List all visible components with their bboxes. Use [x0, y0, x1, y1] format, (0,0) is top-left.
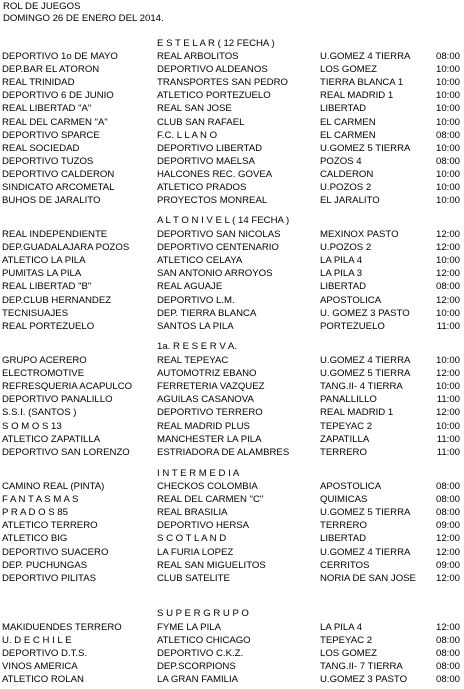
- venue: TERRERO: [320, 446, 367, 458]
- away-team: FYME LA PILA: [157, 622, 221, 633]
- venue: EL CARMEN: [320, 129, 376, 141]
- venue: LA PILA 4: [320, 255, 363, 267]
- home-team: DEP.CLUB HERNANDEZ: [2, 294, 112, 306]
- venue: REAL MADRID 1: [320, 407, 394, 419]
- venue: LIBERTAD: [320, 281, 367, 293]
- kickoff-time: 08:00: [435, 281, 460, 293]
- section-title: I N T E R M E D I A: [157, 468, 240, 479]
- away-team: ATLETICO CELAYA: [157, 255, 243, 267]
- home-team: ATLETICO ROLAN: [2, 674, 84, 686]
- schedule-row: [0, 547, 464, 559]
- away-team: REAL TEPEYAC: [157, 355, 229, 366]
- schedule-row: [0, 321, 464, 333]
- home-team: S.S.I. (SANTOS ): [2, 407, 77, 419]
- schedule-row: [0, 51, 464, 63]
- home-team: ATLETICO TERRERO: [2, 520, 98, 532]
- kickoff-time: 08:00: [435, 129, 460, 141]
- kickoff-time: 08:00: [435, 51, 460, 62]
- home-team: DEPORTIVO TUZOS: [2, 155, 94, 167]
- venue: U.GOMEZ 3 PASTO: [320, 674, 408, 686]
- kickoff-time: 12:00: [435, 533, 460, 545]
- away-team: DEPORTIVO LIBERTAD: [157, 142, 263, 154]
- venue: TANG.II- 7 TIERRA: [320, 661, 403, 673]
- kickoff-time: 10:00: [435, 381, 460, 393]
- away-team: FERRETERIA VAZQUEZ: [157, 381, 265, 393]
- document-header: [3, 1, 164, 25]
- venue: MEXINOX PASTO: [320, 229, 399, 240]
- schedule-row: [0, 661, 464, 673]
- away-team: SAN ANTONIO ARROYOS: [157, 268, 273, 280]
- schedule-row: [0, 355, 464, 367]
- away-team: F.C. L L A N O: [157, 129, 218, 141]
- venue: TANG.II- 4 TIERRA: [320, 381, 403, 393]
- away-team: DEPORTIVO TERRERO: [157, 407, 263, 419]
- away-team: DEPORTIVO CENTENARIO: [157, 242, 279, 254]
- kickoff-time: 10:00: [435, 103, 460, 115]
- schedule-row: [0, 117, 464, 129]
- home-team: REAL LIBERTAD "A": [2, 103, 92, 115]
- away-team: REAL ARBOLITOS: [157, 51, 239, 62]
- schedule-row: [0, 533, 464, 545]
- kickoff-time: 10:00: [435, 195, 460, 207]
- away-team: DEP. TIERRA BLANCA: [157, 307, 257, 319]
- home-team: CAMINO REAL (PINTA): [2, 481, 105, 492]
- away-team: ATLETICO CHICAGO: [157, 635, 251, 647]
- section-title: A L T O N I V E L ( 14 FECHA ): [157, 215, 290, 226]
- kickoff-time: 08:00: [435, 635, 460, 647]
- venue: U.GOMEZ 4 TIERRA: [320, 546, 411, 558]
- away-team: REAL SAN MIGUELITOS: [157, 559, 266, 571]
- kickoff-time: 11:00: [436, 320, 460, 332]
- venue: LOS GOMEZ: [320, 64, 378, 76]
- schedule-row: [0, 507, 464, 519]
- kickoff-time: 09:00: [435, 520, 460, 532]
- schedule-row: [0, 156, 464, 168]
- venue: LIBERTAD: [320, 103, 367, 115]
- schedule-row: [0, 394, 464, 406]
- schedule-row: [0, 182, 464, 194]
- schedule-row: [0, 229, 464, 241]
- kickoff-time: 10:00: [435, 182, 460, 193]
- schedule-row: [0, 481, 464, 493]
- venue: TIERRA BLANCA 1: [320, 77, 404, 89]
- away-team: ATLETICO PRADOS: [157, 182, 247, 193]
- venue: TERRERO: [320, 520, 367, 532]
- schedule-row: [0, 520, 464, 532]
- away-team: DEPORTIVO MAELSA: [157, 155, 255, 167]
- away-team: ESTRIADORA DE ALAMBRES: [157, 446, 290, 458]
- away-team: REAL MADRID PLUS: [157, 420, 250, 432]
- away-team: PROYECTOS MONREAL: [157, 195, 268, 207]
- schedule-row: [0, 295, 464, 307]
- away-team: DEPORTIVO ALDEANOS: [157, 64, 268, 76]
- away-team: REAL DEL CARMEN "C": [157, 494, 264, 506]
- document-date: DOMINGO 26 DE ENERO DEL 2014.: [3, 13, 164, 24]
- away-team: S C O T L A N D: [157, 533, 227, 545]
- venue: U.GOMEZ 5 TIERRA: [320, 507, 411, 519]
- away-team: MANCHESTER LA PILA: [157, 433, 262, 445]
- schedule-row: [0, 368, 464, 380]
- kickoff-time: 08:00: [435, 507, 460, 519]
- section-title: E S T E L A R ( 12 FECHA ): [157, 38, 275, 49]
- home-team: DEPORTIVO PANALILLO: [2, 394, 113, 406]
- venue: LA PILA 3: [320, 268, 363, 280]
- home-team: TECNISUAJES: [2, 307, 69, 319]
- away-team: LA GRAN FAMILIA: [157, 674, 239, 686]
- home-team: REAL TRINIDAD: [2, 77, 75, 89]
- schedule-row: [0, 622, 464, 634]
- venue: NORIA DE SAN JOSE: [320, 572, 416, 584]
- home-team: DEPORTIVO SUACERO: [2, 546, 109, 558]
- home-team: REAL LIBERTAD "B": [2, 281, 92, 293]
- venue: EL JARALITO: [320, 195, 380, 207]
- schedule-row: [0, 268, 464, 280]
- kickoff-time: 10:00: [435, 420, 460, 432]
- home-team: ELECTROMOTIVE: [2, 368, 85, 380]
- venue: U.POZOS 2: [320, 182, 372, 193]
- away-team: ATLETICO PORTEZUELO: [157, 90, 271, 102]
- schedule-row: [0, 573, 464, 585]
- schedule-row: [0, 560, 464, 572]
- venue: APOSTOLICA: [320, 294, 382, 306]
- home-team: VINOS AMERICA: [2, 661, 78, 673]
- venue: U. GOMEZ 3 PASTO: [320, 307, 410, 319]
- document-title: ROL DE JUEGOS: [3, 1, 81, 12]
- away-team: REAL BRASILIA: [157, 507, 228, 519]
- venue: ZAPATILLA: [320, 433, 370, 445]
- schedule-row: [0, 281, 464, 293]
- schedule-row: [0, 494, 464, 506]
- home-team: F A N T A S M A S: [2, 494, 79, 506]
- venue: PANALLILLO: [320, 394, 377, 406]
- away-team: CHECKOS COLOMBIA: [157, 481, 258, 492]
- away-team: DEPORTIVO C.K.Z.: [157, 648, 244, 660]
- home-team: REAL PORTEZUELO: [2, 320, 95, 332]
- kickoff-time: 11:00: [436, 394, 460, 406]
- kickoff-time: 12:00: [435, 572, 460, 584]
- venue: LA PILA 4: [320, 622, 363, 633]
- away-team: REAL SAN JOSE: [157, 103, 232, 115]
- home-team: BUHOS DE JARALITO: [2, 195, 101, 207]
- schedule-row: [0, 169, 464, 181]
- away-team: HALCONES REC. GOVEA: [157, 168, 273, 180]
- venue: CERRITOS: [320, 559, 370, 571]
- away-team: DEP.SCORPIONS: [157, 661, 236, 673]
- home-team: SINDICATO ARCOMETAL: [2, 182, 115, 193]
- away-team: AUTOMOTRIZ EBANO: [157, 368, 257, 380]
- venue: U.GOMEZ 4 TIERRA: [320, 51, 411, 62]
- kickoff-time: 08:00: [435, 481, 460, 492]
- schedule-row: [0, 407, 464, 419]
- venue: CALDERON: [320, 168, 374, 180]
- home-team: ATLETICO LA PILA: [2, 255, 86, 267]
- schedule-row: [0, 434, 464, 446]
- venue: EL CARMEN: [320, 116, 376, 128]
- kickoff-time: 12:00: [435, 229, 460, 240]
- venue: LOS GOMEZ: [320, 648, 378, 660]
- home-team: GRUPO ACERERO: [2, 355, 87, 366]
- venue: U.GOMEZ 5 TIERRA: [320, 142, 411, 154]
- away-team: DEPORTIVO L.M.: [157, 294, 235, 306]
- schedule-row: [0, 64, 464, 76]
- kickoff-time: 12:00: [435, 407, 460, 419]
- kickoff-time: 08:00: [435, 155, 460, 167]
- schedule-row: [0, 77, 464, 89]
- kickoff-time: 10:00: [435, 64, 460, 76]
- kickoff-time: 11:00: [436, 433, 460, 445]
- kickoff-time: 12:00: [435, 294, 460, 306]
- venue: U.GOMEZ 4 TIERRA: [320, 355, 411, 366]
- home-team: DEP.GUADALAJARA POZOS: [2, 242, 130, 254]
- home-team: REAL INDEPENDIENTE: [2, 229, 108, 240]
- home-team: DEPORTIVO 1o DE MAYO: [2, 51, 118, 62]
- home-team: REFRESQUERIA ACAPULCO: [2, 381, 133, 393]
- kickoff-time: 10:00: [435, 77, 460, 89]
- home-team: DEP. PUCHUNGAS: [2, 559, 88, 571]
- kickoff-time: 12:00: [435, 622, 460, 633]
- schedule-row: [0, 421, 464, 433]
- schedule-row: [0, 143, 464, 155]
- home-team: DEPORTIVO D.T.S.: [2, 648, 88, 660]
- home-team: ATLETICO ZAPATILLA: [2, 433, 101, 445]
- kickoff-time: 10:00: [435, 255, 460, 267]
- section-title: 1a. R E S E R V A.: [157, 341, 237, 352]
- kickoff-time: 12:00: [435, 546, 460, 558]
- kickoff-time: 08:00: [435, 648, 460, 660]
- kickoff-time: 09:00: [435, 559, 460, 571]
- schedule-row: [0, 308, 464, 320]
- schedule-row: [0, 103, 464, 115]
- home-team: MAKIDUENDES TERRERO: [2, 622, 122, 633]
- venue: U.POZOS 2: [320, 242, 372, 254]
- kickoff-time: 10:00: [435, 116, 460, 128]
- home-team: P R A D O S 85: [2, 507, 68, 519]
- schedule-row: [0, 648, 464, 660]
- away-team: AGUILAS CASANOVA: [157, 394, 254, 406]
- away-team: DEPORTIVO SAN NICOLAS: [157, 229, 281, 240]
- schedule-row: [0, 195, 464, 207]
- away-team: REAL AGUAJE: [157, 281, 223, 293]
- schedule-row: [0, 90, 464, 102]
- home-team: DEPORTIVO SAN LORENZO: [2, 446, 130, 458]
- schedule-row: [0, 242, 464, 254]
- home-team: REAL SOCIEDAD: [2, 142, 80, 154]
- venue: POZOS 4: [320, 155, 362, 167]
- home-team: DEP.BAR EL ATORON: [2, 64, 100, 76]
- away-team: DEPORTIVO HERSA: [157, 520, 250, 532]
- away-team: CLUB SATELITE: [157, 572, 230, 584]
- kickoff-time: 08:00: [435, 674, 460, 686]
- home-team: DEPORTIVO CALDERON: [2, 168, 115, 180]
- venue: U.GOMEZ 5 TIERRA: [320, 368, 411, 380]
- kickoff-time: 10:00: [435, 307, 460, 319]
- home-team: DEPORTIVO SPARCE: [2, 129, 100, 141]
- schedule-row: [0, 255, 464, 267]
- away-team: SANTOS LA PILA: [157, 320, 234, 332]
- venue: REAL MADRID 1: [320, 90, 394, 102]
- schedule-row: [0, 674, 464, 686]
- venue: TEPEYAC 2: [320, 420, 373, 432]
- kickoff-time: 10:00: [435, 355, 460, 366]
- home-team: ATLETICO BIG: [2, 533, 68, 545]
- home-team: DEPORTIVO PILITAS: [2, 572, 97, 584]
- home-team: PUMITAS LA PILA: [2, 268, 82, 280]
- away-team: LA FURIA LOPEZ: [157, 546, 234, 558]
- schedule-row: [0, 381, 464, 393]
- kickoff-time: 08:00: [435, 494, 460, 506]
- kickoff-time: 10:00: [435, 168, 460, 180]
- away-team: CLUB SAN RAFAEL: [157, 116, 245, 128]
- away-team: TRANSPORTES SAN PEDRO: [157, 77, 288, 89]
- venue: LIBERTAD: [320, 533, 367, 545]
- home-team: REAL DEL CARMEN "A": [2, 116, 108, 128]
- venue: APOSTOLICA: [320, 481, 382, 492]
- venue: PORTEZUELO: [320, 320, 385, 332]
- kickoff-time: 12:00: [435, 242, 460, 254]
- kickoff-time: 10:00: [435, 90, 460, 102]
- home-team: DEPORTIVO 6 DE JUNIO: [2, 90, 114, 102]
- venue: QUIMICAS: [320, 494, 368, 506]
- kickoff-time: 10:00: [435, 142, 460, 154]
- home-team: S O M O S 13: [2, 420, 62, 432]
- schedule-row: [0, 130, 464, 142]
- schedule-row: [0, 447, 464, 459]
- kickoff-time: 11:00: [436, 446, 460, 458]
- kickoff-time: 12:00: [435, 268, 460, 280]
- venue: TEPEYAC 2: [320, 635, 373, 647]
- kickoff-time: 08:00: [435, 661, 460, 673]
- schedule-row: [0, 635, 464, 647]
- section-title: S U P E R G R U P O: [157, 608, 249, 619]
- home-team: U. D E C H I L E: [2, 635, 72, 647]
- kickoff-time: 12:00: [435, 368, 460, 380]
